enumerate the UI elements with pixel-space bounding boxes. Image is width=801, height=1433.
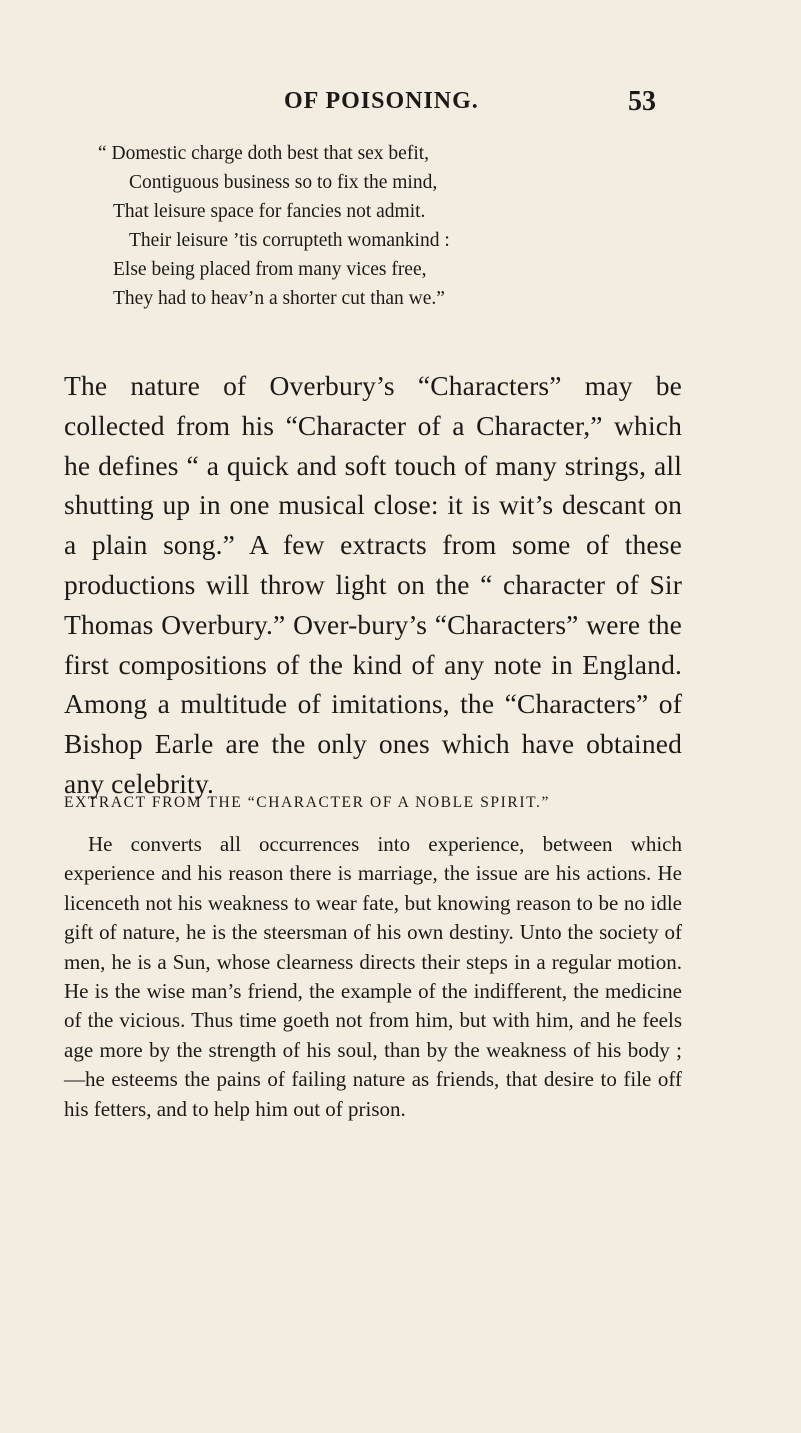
verse-line: Else being placed from many vices free,	[113, 259, 427, 280]
running-head	[248, 86, 656, 126]
verse-line: Their leisure ’tis corrupteth womankind :	[129, 230, 450, 251]
page-number: 53	[628, 86, 656, 117]
main-paragraph: The nature of Overbury’s “Characters” may be collected from his “Character of a Character,” which he defines “ a quick and soft touch of many strings, all shutting up in one musical close: it is wit’s descant on a plain song.” A few extracts from some of these productions will throw light on the “ character of Sir Thomas Overbury.” Over-bury’s “Characters” were the first compositions of the kind of any note in England. Among a multitude of imitations, the “Characters” of Bishop Earle are the only ones which have obtained any celebrity.	[64, 370, 682, 799]
verse-line: That leisure space for fancies not admit.	[113, 201, 426, 222]
verse-line: They had to heav’n a shorter cut than we.”	[113, 288, 445, 309]
verse-line: “ Domestic charge doth best that sex befit,	[98, 143, 430, 164]
verse-line: Contiguous business so to fix the mind,	[129, 172, 438, 193]
running-title: OF POISONING.	[284, 88, 479, 114]
extract-heading: EXTRACT FROM THE “CHARACTER OF A NOBLE SPIRIT.”	[64, 794, 550, 811]
extract-paragraph: He converts all occurrences into experience, between which experience and his reason there is marriage, the issue are his actions. He licenceth not his weakness to wear fate, but knowing reason to be no idle gift of nature, he is the steersman of his own destiny. Unto the society of men, he is a Sun, whose clearness directs their steps in a regular motion. He is the wise man’s friend, the example of the indifferent, the medicine of the vicious. Thus time goeth not from him, but with him, and he feels age more by the strength of his soul, than by the weakness of his body ;—he esteems the pains of failing nature as friends, that desire to file off his fetters, and to help him out of prison.	[64, 832, 682, 1121]
